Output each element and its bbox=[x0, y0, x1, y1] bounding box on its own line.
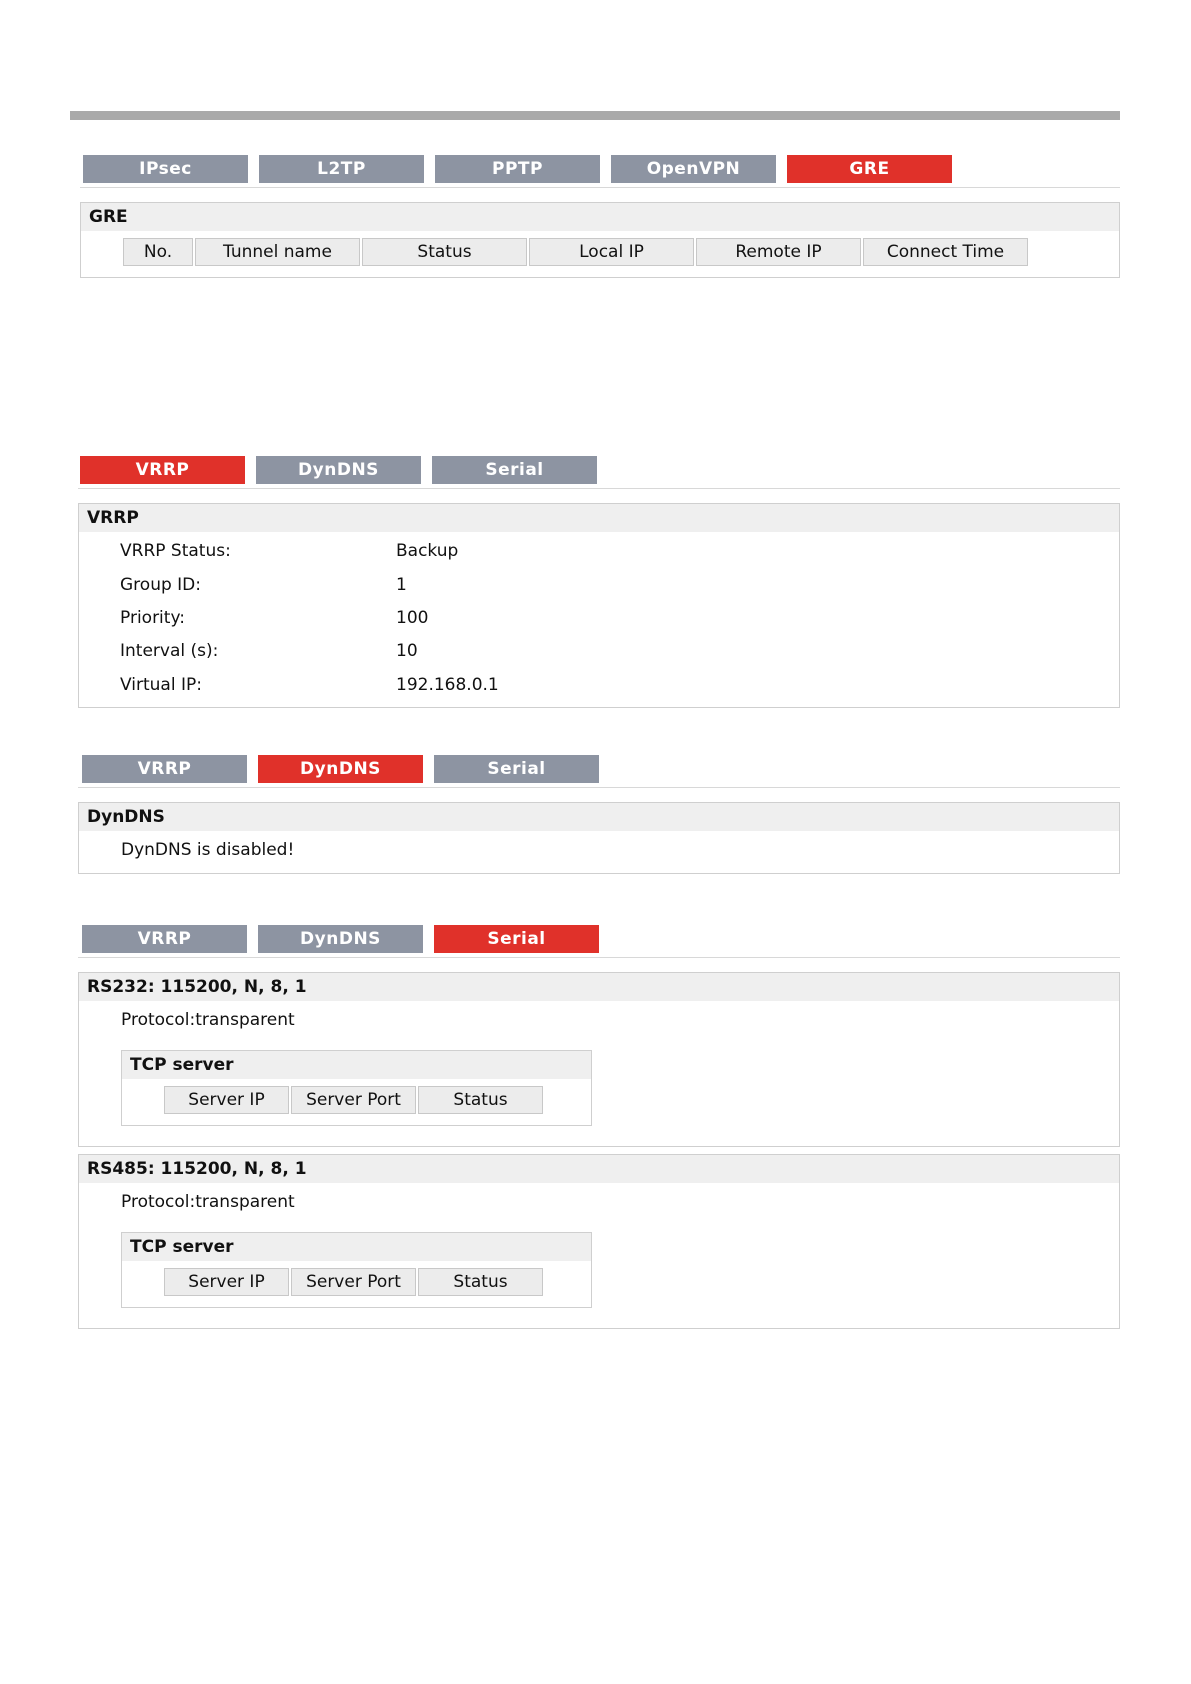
rs232-protocol: Protocol:transparent bbox=[121, 1010, 295, 1030]
service-tab-bar-vrrp bbox=[80, 456, 608, 484]
tcp-server-title: TCP server bbox=[122, 1233, 591, 1261]
tab-vrrp[interactable]: VRRP bbox=[80, 456, 245, 484]
interval-value: 10 bbox=[396, 641, 418, 661]
gre-table-header bbox=[123, 238, 1030, 266]
virtual-ip-value: 192.168.0.1 bbox=[396, 675, 499, 695]
vrrp-status-value: Backup bbox=[396, 541, 459, 561]
service-tab-bar-dyndns bbox=[82, 755, 610, 783]
gre-panel-title: GRE bbox=[81, 203, 1119, 231]
column-header: Remote IP bbox=[696, 238, 861, 266]
column-header: Status bbox=[418, 1268, 543, 1296]
column-header: Local IP bbox=[529, 238, 694, 266]
tab-l2tp[interactable]: L2TP bbox=[259, 155, 424, 183]
rs485-protocol: Protocol:transparent bbox=[121, 1192, 295, 1212]
column-header: Server Port bbox=[291, 1268, 416, 1296]
tcp-server-title: TCP server bbox=[122, 1051, 591, 1079]
priority-label: Priority: bbox=[120, 608, 185, 628]
tab-pptp[interactable]: PPTP bbox=[435, 155, 600, 183]
vrrp-panel bbox=[78, 503, 1120, 708]
vpn-tab-bar bbox=[83, 155, 963, 183]
tab-underline bbox=[80, 187, 1120, 188]
priority-value: 100 bbox=[396, 608, 429, 628]
dyndns-panel-title: DynDNS bbox=[79, 803, 1119, 831]
tab-underline bbox=[78, 787, 1120, 788]
rs232-server-table-header bbox=[164, 1086, 545, 1114]
service-tab-bar-serial bbox=[82, 925, 610, 953]
virtual-ip-label: Virtual IP: bbox=[120, 675, 202, 695]
interval-label: Interval (s): bbox=[120, 641, 219, 661]
tab-dyndns[interactable]: DynDNS bbox=[258, 925, 423, 953]
tab-ipsec[interactable]: IPsec bbox=[83, 155, 248, 183]
tab-underline bbox=[78, 488, 1120, 489]
vrrp-status-label: VRRP Status: bbox=[120, 541, 231, 561]
tab-serial[interactable]: Serial bbox=[432, 456, 597, 484]
group-id-value: 1 bbox=[396, 575, 407, 595]
tab-serial[interactable]: Serial bbox=[434, 755, 599, 783]
top-divider bbox=[70, 111, 1120, 120]
tab-openvpn[interactable]: OpenVPN bbox=[611, 155, 776, 183]
dyndns-panel bbox=[78, 802, 1120, 874]
tab-vrrp[interactable]: VRRP bbox=[82, 755, 247, 783]
column-header: Connect Time bbox=[863, 238, 1028, 266]
column-header: Tunnel name bbox=[195, 238, 360, 266]
rs485-server-table-header bbox=[164, 1268, 545, 1296]
column-header: Server IP bbox=[164, 1086, 289, 1114]
group-id-label: Group ID: bbox=[120, 575, 201, 595]
dyndns-message: DynDNS is disabled! bbox=[121, 840, 295, 860]
tab-underline bbox=[78, 957, 1120, 958]
rs485-panel-title: RS485: 115200, N, 8, 1 bbox=[79, 1155, 1119, 1183]
column-header: Server IP bbox=[164, 1268, 289, 1296]
tab-dyndns[interactable]: DynDNS bbox=[258, 755, 423, 783]
column-header: Status bbox=[362, 238, 527, 266]
tab-serial[interactable]: Serial bbox=[434, 925, 599, 953]
tab-vrrp[interactable]: VRRP bbox=[82, 925, 247, 953]
tab-gre[interactable]: GRE bbox=[787, 155, 952, 183]
column-header: Status bbox=[418, 1086, 543, 1114]
tab-dyndns[interactable]: DynDNS bbox=[256, 456, 421, 484]
column-header: No. bbox=[123, 238, 193, 266]
column-header: Server Port bbox=[291, 1086, 416, 1114]
rs232-panel-title: RS232: 115200, N, 8, 1 bbox=[79, 973, 1119, 1001]
vrrp-panel-title: VRRP bbox=[79, 504, 1119, 532]
